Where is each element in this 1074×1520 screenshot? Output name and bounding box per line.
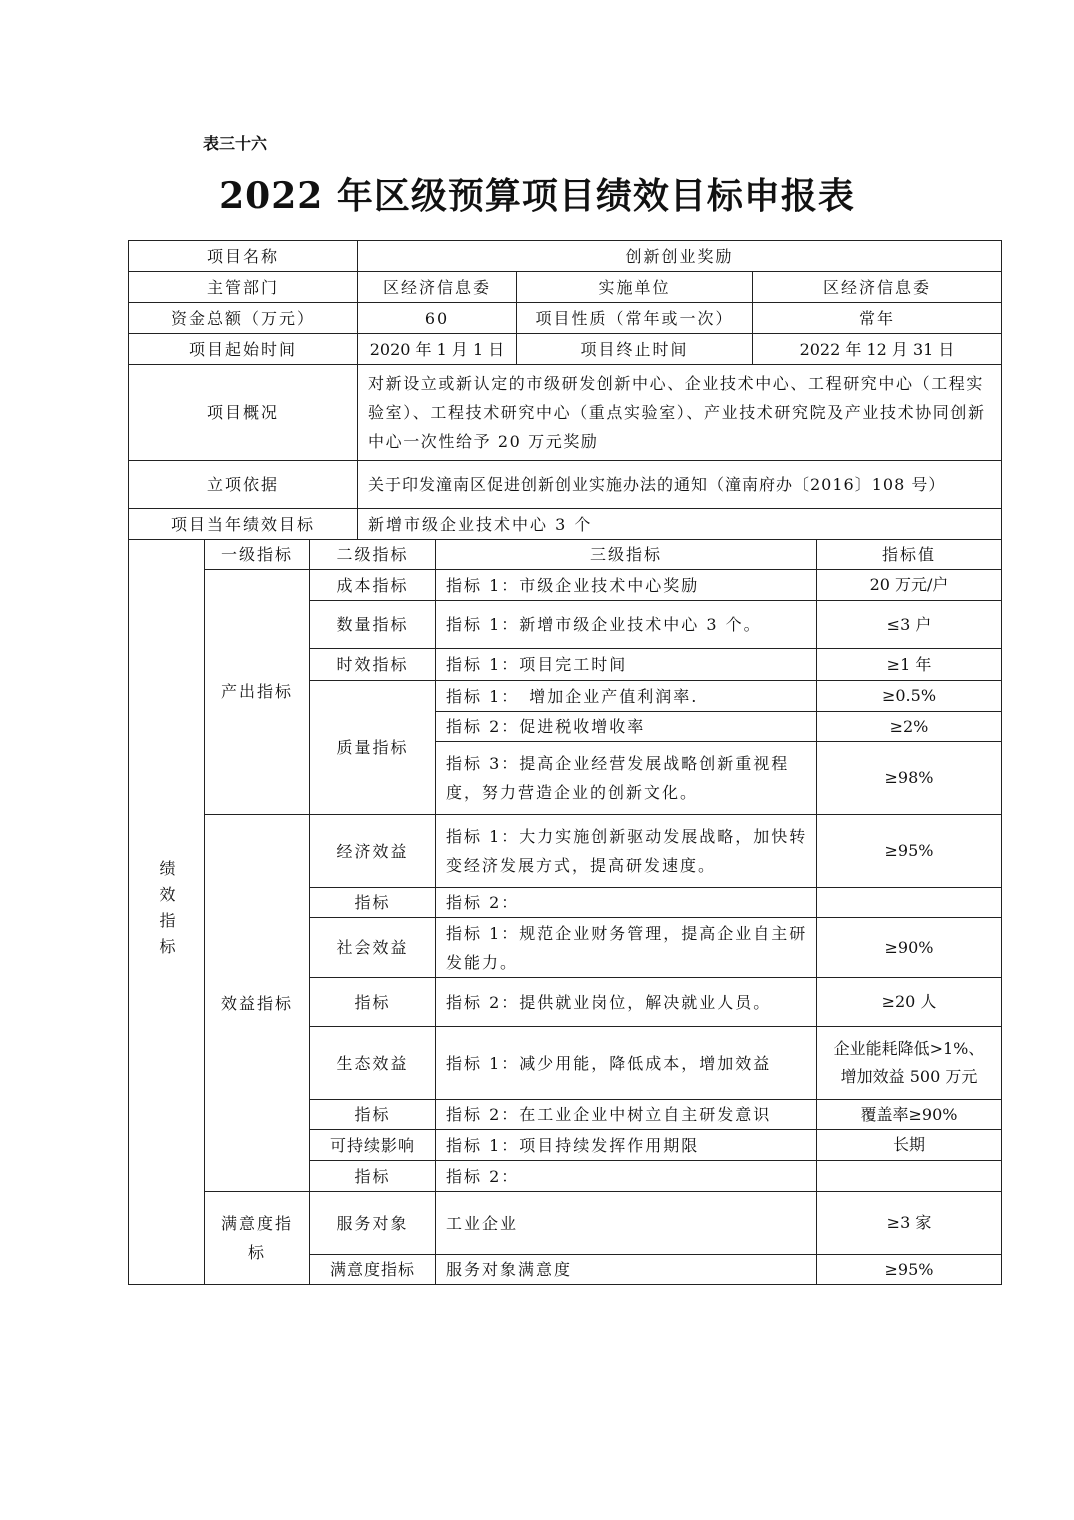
table-row-l3: 指标 1：项目完工时间	[446, 655, 628, 674]
start-label: 项目起始时间	[188, 339, 297, 359]
table-row-value: ≥2%	[889, 716, 929, 736]
table-row-value: ≤3 户	[886, 614, 932, 634]
table-label: 表三十六	[203, 134, 268, 153]
table-row-l2: 社会效益	[336, 938, 409, 957]
table-row-l3: 服务对象满意度	[446, 1260, 573, 1279]
table-row-l3: 指标 2：	[446, 893, 520, 912]
table-row-l2: 数量指标	[336, 615, 409, 634]
col-l2-header: 二级指标	[336, 545, 409, 564]
benefit-indicator-label: 效益指标	[220, 993, 293, 1013]
quality-indicator-label: 质量指标	[336, 738, 409, 757]
end-value: 2022 年 12 月 31 日	[799, 339, 955, 359]
table-row-l2: 经济效益	[336, 841, 409, 861]
dept-label: 主管部门	[206, 277, 279, 297]
table-row-l2: 指标	[354, 1166, 391, 1186]
table-row-value: ≥1 年	[886, 654, 932, 674]
table-row-value: 20 万元/户	[869, 575, 949, 594]
table-row-l2: 服务对象	[336, 1213, 409, 1233]
table-row-value: ≥3 家	[886, 1213, 932, 1232]
nature-value: 常年	[858, 308, 895, 328]
output-indicator-label: 产出指标	[220, 682, 293, 701]
table-row-l3: 指标 1： 增加企业产值利润率.	[446, 686, 699, 706]
table-row-value: ≥95%	[884, 841, 934, 860]
impl-value: 区经济信息委	[822, 277, 931, 297]
table-row-l3: 指标 2：促进税收增收率	[446, 717, 646, 736]
table-row-l3: 指标 1：新增市级企业技术中心 3 个。	[446, 615, 762, 634]
table-row-l3: 指标 1：项目持续发挥作用期限	[446, 1135, 700, 1155]
table-row-l2: 可持续影响	[329, 1135, 415, 1155]
table-row-l2: 指标	[354, 893, 391, 912]
table-row-l3: 指标 2：在工业企业中树立自主研发意识	[446, 1105, 772, 1124]
table-row-l3: 指标 1：减少用能，降低成本，增加效益	[446, 1053, 772, 1073]
table-row-l3: 指标 1：规范企业财务管理，提高企业自主研发能力。	[446, 923, 808, 972]
table-row-value: ≥98%	[884, 768, 934, 787]
impl-label: 实施单位	[598, 277, 671, 297]
table-row-value: ≥20 人	[881, 992, 937, 1011]
dept-value: 区经济信息委	[382, 277, 491, 297]
overview-label: 项目概况	[206, 403, 279, 422]
nature-label: 项目性质（常年或一次）	[535, 308, 734, 328]
table-row-value: ≥0.5%	[881, 686, 937, 705]
col-l1-header: 一级指标	[220, 545, 293, 564]
table-row-value: ≥95%	[884, 1259, 934, 1279]
table-row-value	[817, 1161, 1001, 1191]
table-row-value	[817, 888, 1001, 917]
goal-label: 项目当年绩效目标	[170, 514, 315, 534]
satisfaction-indicator-label: 满意度指标	[220, 1214, 293, 1262]
table-row-value: 覆盖率≥90%	[860, 1104, 958, 1124]
table-row-l2: 满意度指标	[329, 1260, 415, 1279]
table-row-l3: 指标 2：提供就业岗位，解决就业人员。	[446, 992, 772, 1012]
col-l3-header: 三级指标	[589, 545, 662, 564]
table-row-value: ≥90%	[884, 937, 934, 957]
basis-value: 关于印发潼南区促进创新创业实施办法的通知（潼南府办〔2016〕108 号）	[368, 475, 946, 494]
col-value-header: 指标值	[881, 545, 936, 564]
table-row-l3: 指标 2：	[446, 1166, 520, 1186]
performance-indicator-label: 绩效指标	[157, 860, 176, 964]
table-row-l2: 生态效益	[336, 1053, 409, 1073]
funds-value: 60	[424, 308, 450, 328]
goal-value: 新增市级企业技术中心 3 个	[368, 514, 593, 534]
overview-value: 对新设立或新认定的市级研发创新中心、企业技术中心、工程研究中心（工程实验室）、工程技术研究中心（重点实验室）、产业技术研究院及产业技术协同创新中心一次性给予 20 万元奖励	[368, 374, 986, 451]
page-title: 2022 年区级预算项目绩效目标申报表	[219, 175, 855, 217]
basis-label: 立项依据	[206, 475, 279, 494]
project-name-label: 项目名称	[206, 246, 279, 266]
table-row-l2: 指标	[354, 992, 391, 1012]
start-value: 2020 年 1 月 1 日	[369, 339, 505, 359]
table-row-l3: 指标 3：提高企业经营发展战略创新重视程度，努力营造企业的创新文化。	[446, 754, 790, 802]
funds-label: 资金总额（万元）	[170, 308, 315, 328]
project-name-value: 创新创业奖励	[625, 246, 734, 266]
table-row-l2: 时效指标	[336, 655, 409, 674]
table-row-value: 长期	[892, 1135, 925, 1154]
table-row-l2: 指标	[354, 1105, 391, 1124]
table-row-value: 企业能耗降低>1%、增加效益 500 万元	[833, 1039, 985, 1086]
table-row-l3: 指标 1：大力实施创新驱动发展战略，加快转变经济发展方式，提高研发速度。	[446, 827, 808, 875]
table-row-l3: 工业企业	[446, 1213, 519, 1233]
table-row-l2: 成本指标	[336, 575, 409, 595]
table-row-l3: 指标 1：市级企业技术中心奖励	[446, 575, 700, 595]
end-label: 项目终止时间	[580, 339, 689, 359]
